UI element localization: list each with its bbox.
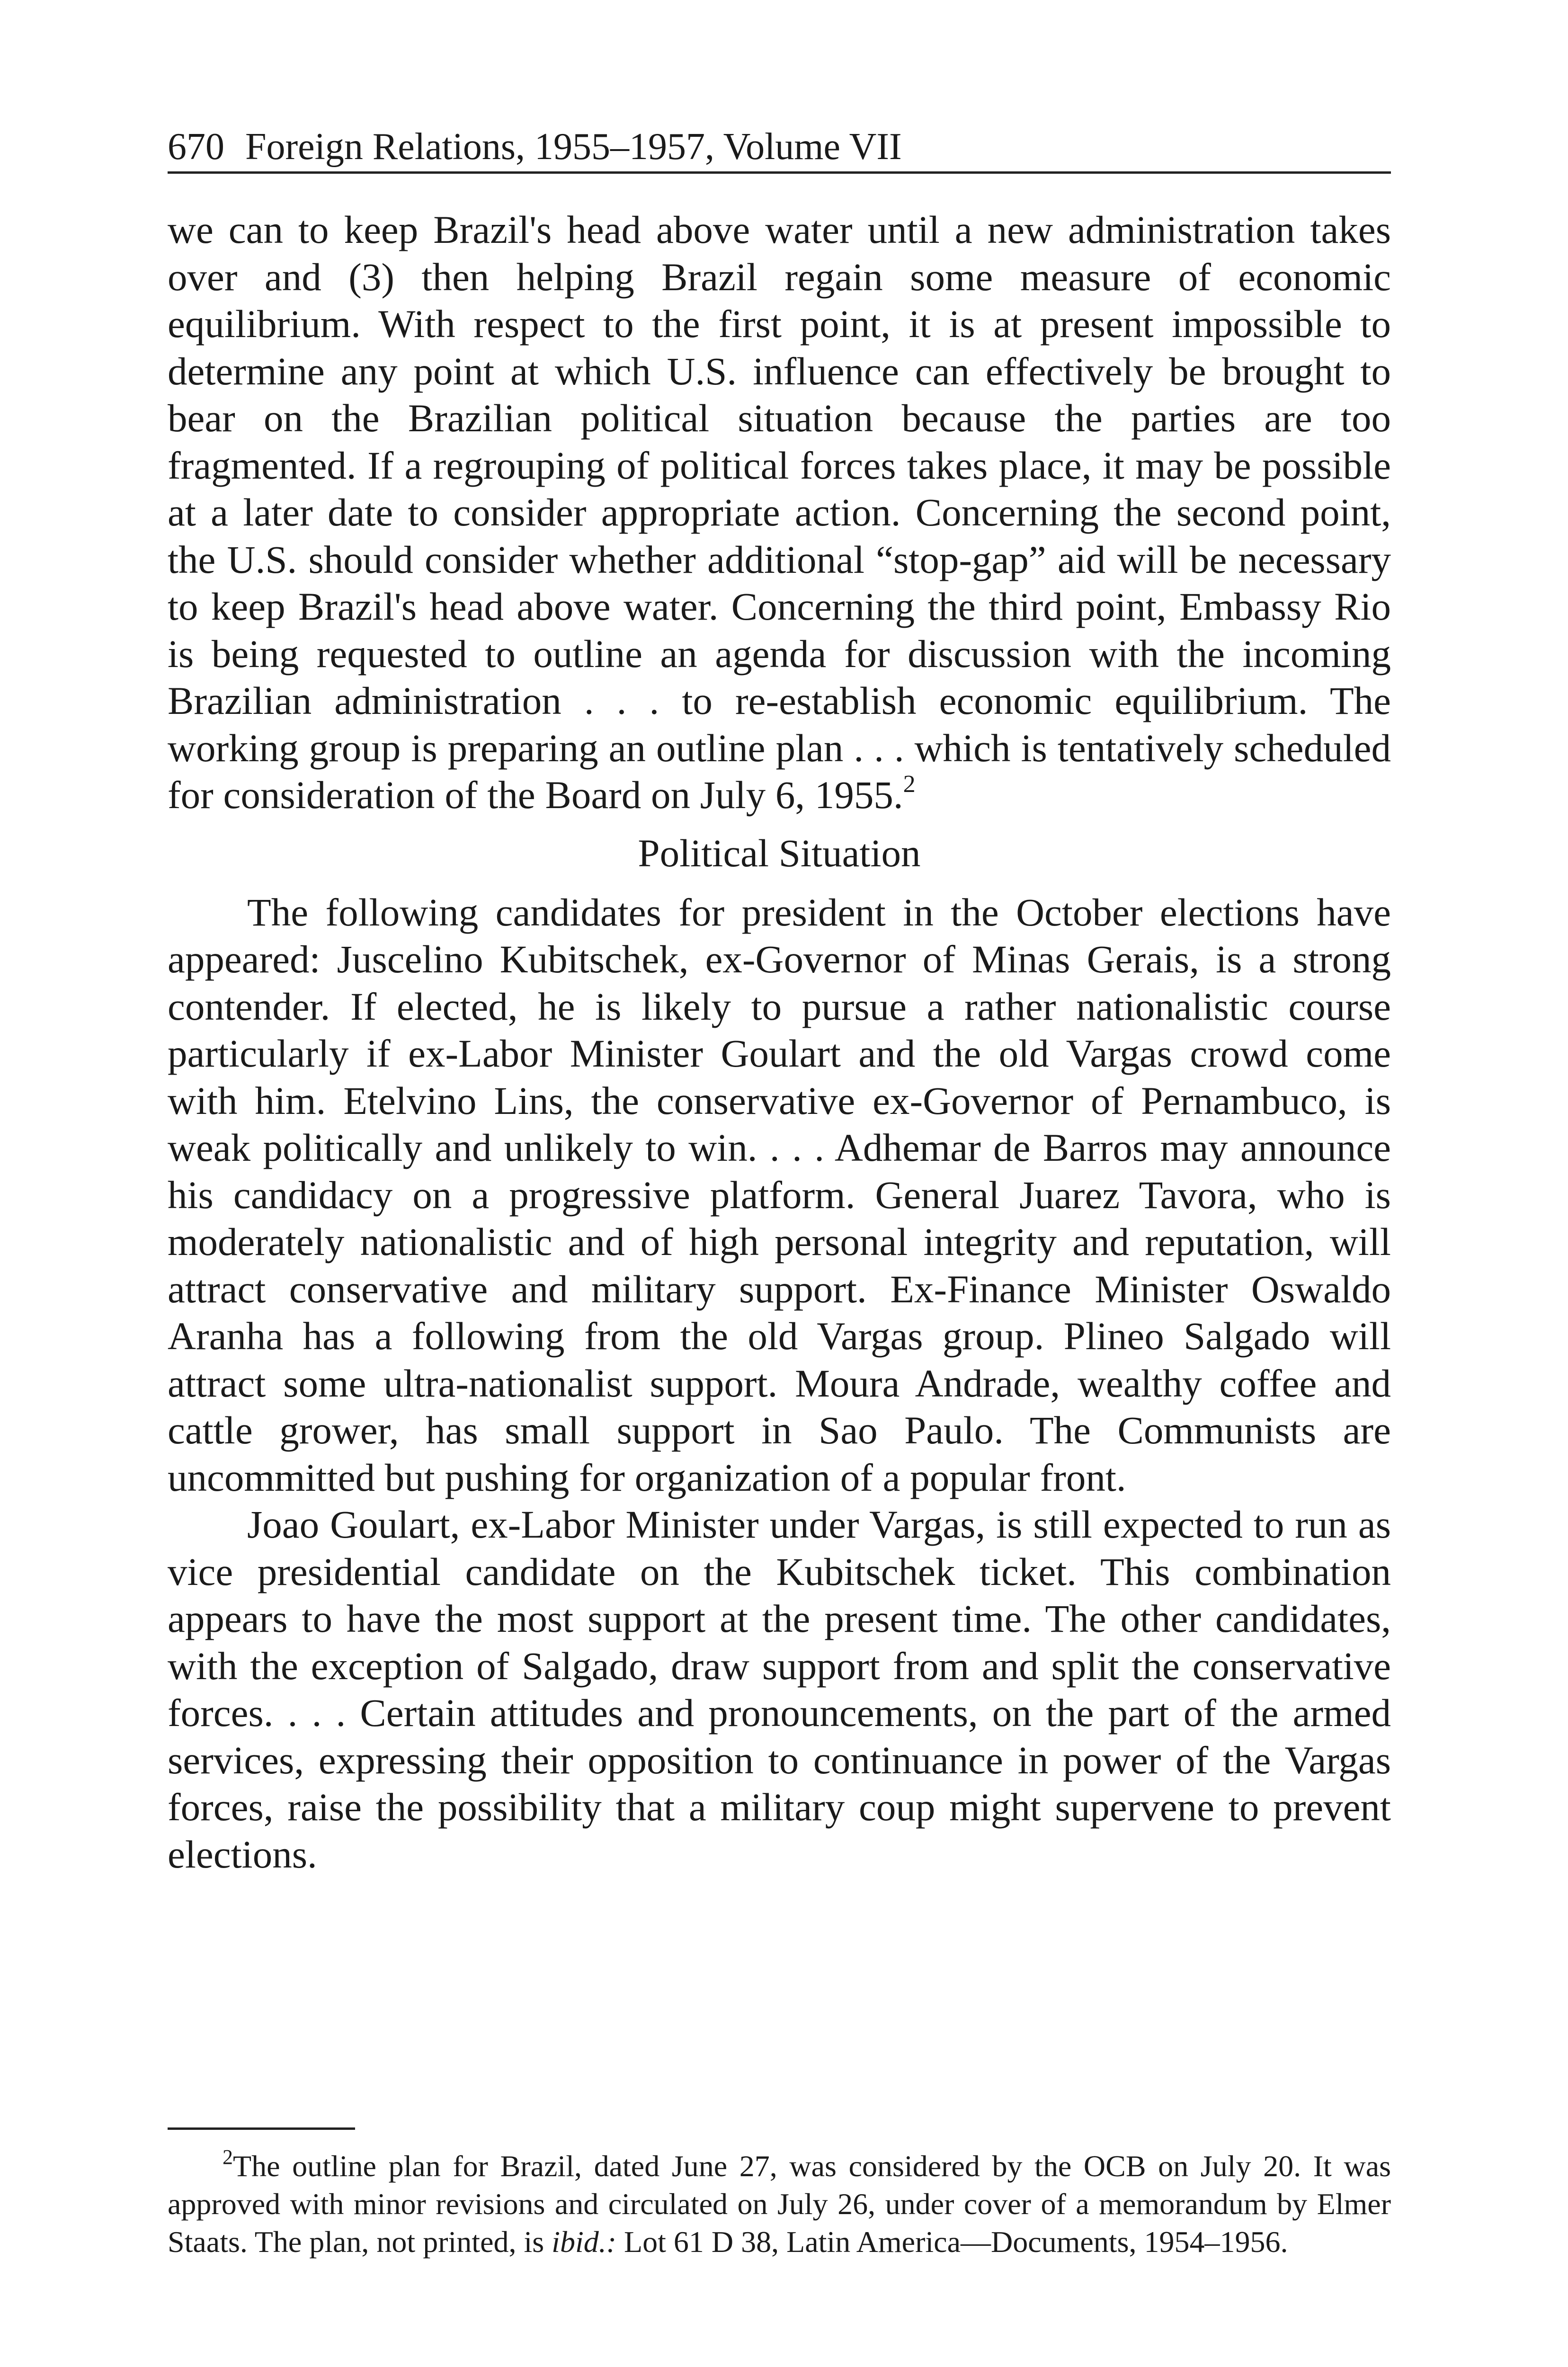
section-heading: Political Situation — [638, 831, 921, 875]
footnote-paragraph — [168, 2147, 1391, 2261]
footnote-ibid: ibid.: — [552, 2225, 617, 2259]
paragraph-goulart: Joao Goulart, ex-Labor Minister under Vargas, is still expected to run as vice presidential candidate on the Kubitschek ticket. This combination appears to have the most support at the present time. The other candidates, with the exception of Salgado, draw support from and split the conservative forces. . . . Certain attitudes and pronouncements, on the part of the armed services, expressing their opposition to continuance in power of the Vargas forces, raise the possibility that a military coup might supervene to prevent elections. — [168, 1503, 1391, 1876]
page-number: 670 — [168, 126, 224, 168]
volume-title: Foreign Relations, 1955–1957, Volume VII — [245, 126, 902, 168]
footnote-reference[interactable]: 2 — [903, 771, 916, 798]
footnote-text: The outline plan for Brazil, dated June 27, was considered by the OCB on July 20. It was approved with minor revisions and circulated on July 26, under cover of a memorandum by Elmer Staats. The plan, not printed, is — [168, 2149, 1391, 2259]
footnote — [168, 2147, 1391, 2261]
footnote-marker: 2 — [223, 2145, 233, 2169]
running-head — [168, 124, 1391, 174]
paragraph-candidates: The following candidates for president in the October elections have appeared: Juscelino Kubitschek, ex-Governor of Minas Gerais, is a strong contender. If elected, he is likely to pursue a rather nationalistic course particularly if ex-Labor Minister Goulart and the old Vargas crowd come with him. Etelvino Lins, the conservative ex-Governor of Pernambuco, is weak politically and unlikely to win. . . . Adhemar de Barros may announce his candidacy on a progressive platform. General Juarez Tavora, who is moderately nationalistic and of high personal integrity and reputation, will attract conservative and military support. Ex-Finance Minister Oswaldo Aranha has a following from the old Vargas group. Plineo Salgado will attract some ultra-nationalist support. Moura Andrade, wealthy coffee and cattle grower, has small support in Sao Paulo. The Communists are uncommitted but pushing for organization of a popular front. — [168, 890, 1391, 1499]
continuation-paragraph-text: we can to keep Brazil's head above water until a new administration takes over and (3) then helping Brazil regain some measure of economic equilibrium. With respect to the first point, it is at present impossible to determine any point at which U.S. influence can effectively be brought to bear on the Brazilian political situation because the parties are too fragmented. If a regrouping of political forces takes place, it may be possible at a later date to consider appropriate action. Concerning the second point, the U.S. should consider whether additional “stop-gap” aid will be necessary to keep Brazil's head above water. Concerning the third point, Embassy Rio is being requested to outline an agenda for discussion with the incoming Brazilian administration . . . to re-establish economic equilibrium. The working group is preparing an outline plan . . . which is tentatively scheduled for consideration of the Board on July 6, 1955. — [168, 208, 1391, 817]
main-text — [168, 206, 1391, 1878]
footnote-text-end: Lot 61 D 38, Latin America—Documents, 1954–1956. — [616, 2225, 1288, 2259]
footnote-divider — [168, 2127, 355, 2130]
continuation-paragraph — [168, 206, 1391, 819]
document-page — [168, 0, 1391, 2367]
